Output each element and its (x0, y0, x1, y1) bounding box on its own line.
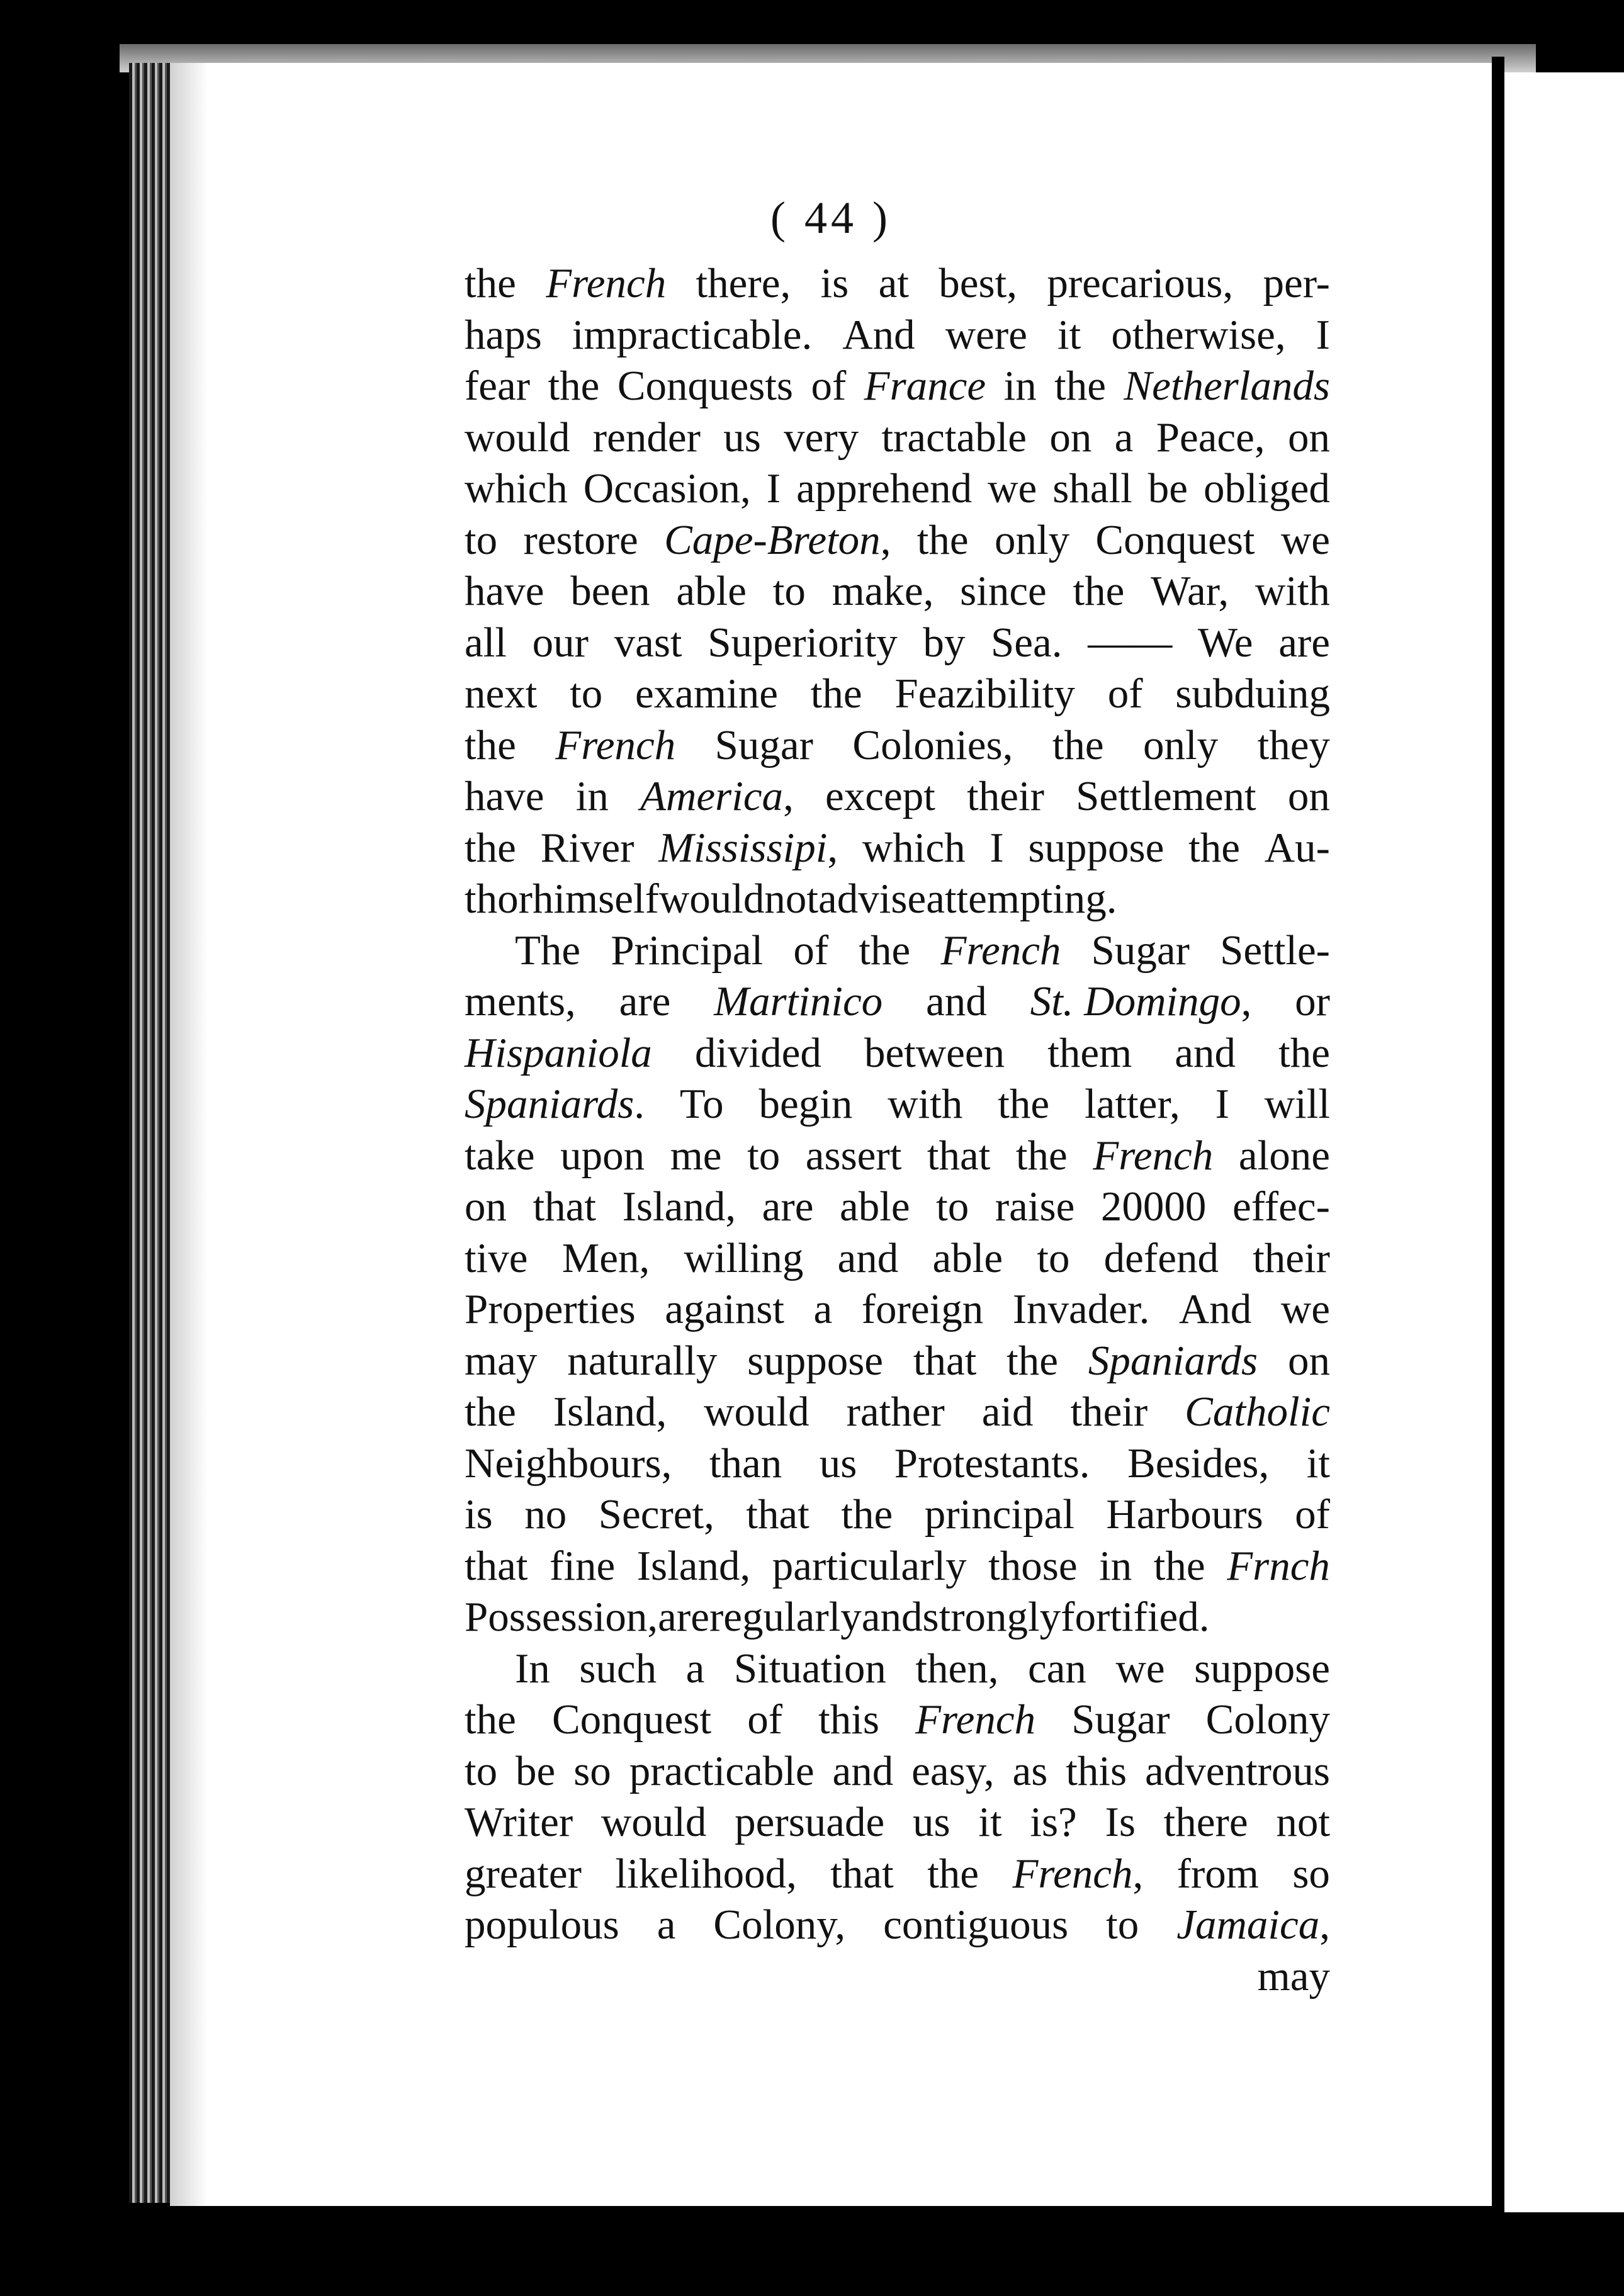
text-line: take upon me to assert that the French alone (465, 1132, 1330, 1179)
text-line: have been able to make, since the War, with (465, 568, 1330, 614)
text-line: on that Island, are able to raise 20000 effec- (465, 1183, 1330, 1230)
text-line: the Island, would rather aid their Catholic (465, 1388, 1330, 1435)
text-line: which Occasion, I apprehend we shall be obliged (465, 465, 1330, 512)
facing-page-edge (1504, 72, 1624, 2212)
text-line: to be so practicable and easy, as this adventrous (465, 1747, 1330, 1794)
text-line: next to examine the Feazibility of subduing (465, 670, 1330, 717)
catchword: may (1257, 1952, 1330, 2000)
text-line: The Principal of the French Sugar Settle- (515, 926, 1330, 974)
text-line: greater likelihood, that the French, from so (465, 1850, 1330, 1897)
text-line: Neighbours, than us Protestants. Besides, it (465, 1439, 1330, 1487)
text-line: In such a Situation then, can we suppose (515, 1645, 1330, 1692)
text-line: populous a Colony, contiguous to Jamaica, (465, 1901, 1330, 1948)
text-line: Properties against a foreign Invader. And we (465, 1286, 1330, 1332)
text-line: thor himself would not advise attempting. (465, 875, 1117, 922)
text-line: the French Sugar Colonies, the only they (465, 721, 1330, 768)
text-line: Hispaniola divided between them and the (465, 1029, 1330, 1076)
text-line: may naturally suppose that the Spaniards on (465, 1337, 1330, 1384)
gutter-shadow (170, 63, 208, 2206)
page-number: ( 44 ) (770, 193, 891, 243)
text-line: to restore Cape-Breton, the only Conquest we (465, 516, 1330, 563)
text-line: all our vast Superiority by Sea. —— We are (465, 619, 1330, 666)
page-stack-edge (129, 63, 173, 2203)
text-line: the French there, is at best, precarious, per- (465, 260, 1330, 307)
text-line: haps impracticable. And were it otherwise, I (465, 311, 1330, 358)
text-line: tive Men, willing and able to defend their (465, 1234, 1330, 1281)
binding-gap (1492, 57, 1504, 2222)
text-line: that fine Island, particularly those in the Frnch (465, 1542, 1330, 1589)
text-line: is no Secret, that the principal Harbours of (465, 1491, 1330, 1538)
text-line: ments, are Martinico and St. Domingo, or (465, 978, 1330, 1025)
text-line: fear the Conquests of France in the Netherlands (465, 363, 1330, 409)
text-line: the Conquest of this French Sugar Colony (465, 1696, 1330, 1743)
body-text (465, 258, 1330, 2002)
text-line: the River Mississipi, which I suppose the Au- (465, 824, 1330, 871)
text-line: Possession, are regularly and strongly fortified. (465, 1594, 1210, 1640)
text-line: would render us very tractable on a Peace, on (465, 414, 1330, 461)
text-line: Spaniards. To begin with the latter, I will (465, 1081, 1330, 1127)
text-line: have in America, except their Settlement on (465, 773, 1330, 819)
text-line: Writer would persuade us it is? Is there not (465, 1799, 1330, 1845)
